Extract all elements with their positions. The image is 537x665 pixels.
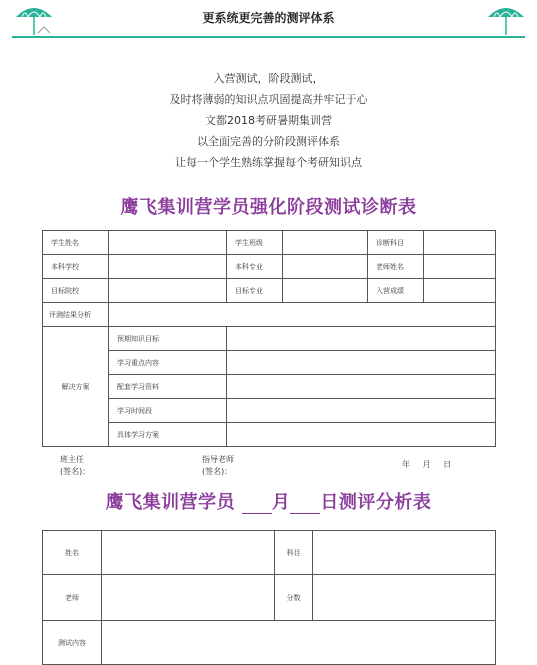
signature-date: 年 月 日 [402, 460, 452, 469]
field-label: 学习重点内容 [109, 351, 227, 375]
intro-line: 让每一个学生熟练掌握每个考研知识点 [175, 156, 362, 169]
intro-line: 以全面完善的分阶段测评体系 [197, 135, 340, 148]
field-label: 预期知识目标 [109, 327, 227, 351]
field-label: 配套学习资料 [109, 375, 227, 399]
form1-title: 鹰飞集训营学员强化阶段测试诊断表 [120, 197, 417, 218]
field-value[interactable] [109, 231, 227, 255]
field-value[interactable] [283, 255, 368, 279]
field-label: 分数 [275, 575, 313, 621]
field-label: 入营成绩 [368, 279, 424, 303]
field-value[interactable] [424, 255, 496, 279]
field-label: 姓名 [43, 531, 102, 575]
field-label: 学生班级 [227, 231, 283, 255]
field-label: 解决方案 [43, 327, 109, 447]
field-value[interactable] [102, 621, 496, 665]
header-divider [12, 36, 525, 38]
table-row [43, 621, 496, 665]
intro-text [0, 68, 537, 173]
table-row [43, 279, 496, 303]
field-value[interactable] [227, 399, 496, 423]
intro-line: 入营测试，阶段测试， [213, 72, 324, 85]
table-row [43, 351, 496, 375]
field-value[interactable] [313, 531, 496, 575]
field-label: 评测结果分析 [43, 303, 109, 327]
day-blank[interactable] [290, 497, 320, 514]
table-row [43, 423, 496, 447]
table-row [43, 375, 496, 399]
field-value[interactable] [109, 279, 227, 303]
table-row [43, 327, 496, 351]
field-label: 学生姓名 [43, 231, 109, 255]
field-label: 老师姓名 [368, 255, 424, 279]
diagnosis-form [42, 230, 496, 447]
field-value[interactable] [424, 279, 496, 303]
evaluation-form [42, 530, 496, 665]
field-value[interactable] [102, 575, 275, 621]
field-label: 具体学习方案 [109, 423, 227, 447]
head-teacher-signature: 班主任 (签名)： [60, 455, 91, 476]
beach-umbrella-icon [486, 3, 526, 37]
field-label: 目标专业 [227, 279, 283, 303]
page-header [0, 0, 537, 40]
field-label: 本科专业 [227, 255, 283, 279]
field-value[interactable] [227, 423, 496, 447]
field-value[interactable] [109, 255, 227, 279]
field-value[interactable] [227, 327, 496, 351]
field-label: 老师 [43, 575, 102, 621]
table-row [43, 575, 496, 621]
table-row [43, 255, 496, 279]
field-value[interactable] [283, 279, 368, 303]
instructor-signature: 指导老师 (签名)： [202, 455, 234, 476]
field-label: 学习时间段 [109, 399, 227, 423]
intro-line: 文都2018考研暑期集训营 [205, 114, 332, 127]
table-row [43, 303, 496, 327]
form2-title: 鹰飞集训营学员 月 日测评分析表 [105, 492, 432, 513]
field-value[interactable] [227, 375, 496, 399]
field-label: 目标院校 [43, 279, 109, 303]
field-label: 测试内容 [43, 621, 102, 665]
field-value[interactable] [283, 231, 368, 255]
month-blank[interactable] [242, 497, 272, 514]
field-label: 诊断科目 [368, 231, 424, 255]
field-value[interactable] [227, 351, 496, 375]
table-row [43, 231, 496, 255]
field-value[interactable] [102, 531, 275, 575]
page-title: 更系统更完善的测评体系 [202, 11, 335, 25]
field-label: 本科学校 [43, 255, 109, 279]
field-label: 科目 [275, 531, 313, 575]
field-value[interactable] [424, 231, 496, 255]
field-value[interactable] [313, 575, 496, 621]
intro-line: 及时将薄弱的知识点巩固提高并牢记于心 [169, 93, 368, 106]
field-value[interactable] [109, 303, 496, 327]
table-row [43, 531, 496, 575]
table-row [43, 399, 496, 423]
